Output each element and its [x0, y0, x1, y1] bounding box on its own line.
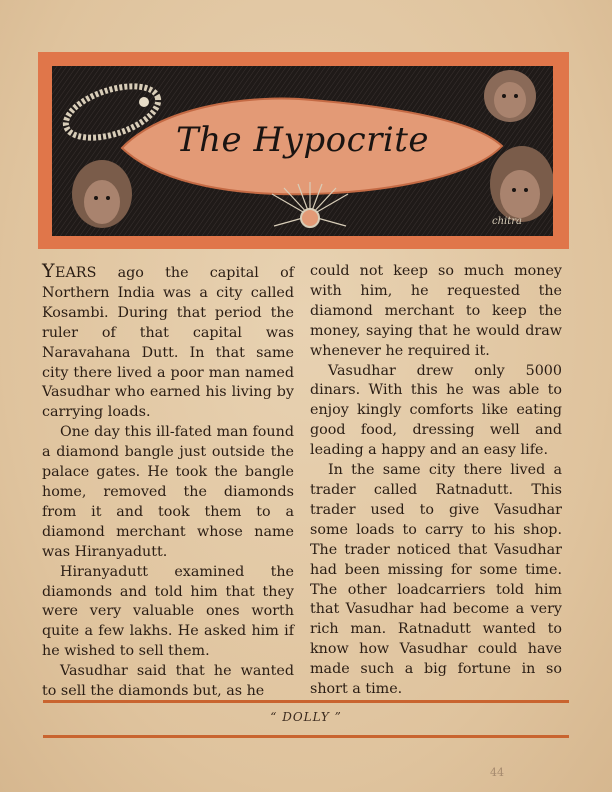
paragraph: In the same city there lived a trader called Ratnadutt. This trader used to give Vasudhar some loads to carry to his shop. The trader noticed that Vasudhar had been missing for some time. The other loadcarriers told him that Vasudhar had become a very rich man. Ratnadutt wanted to know how Vasudhar could have made such a big fortune in so short a time.: [310, 462, 562, 698]
story-columns: [42, 260, 572, 700]
story-title: The Hypocrite: [175, 120, 430, 160]
right-column: [310, 262, 562, 700]
title-banner: [38, 52, 569, 249]
paragraph: Vasudhar said that he wanted to sell the diamonds but, as he: [42, 663, 294, 700]
face-bottom-left-icon: [72, 160, 132, 228]
left-column: [42, 262, 294, 702]
page-number: 44: [490, 766, 504, 779]
footer-rule-bottom: [43, 735, 569, 738]
paragraph: Hiranyadutt examined the diamonds and told him that they were very valuable ones worth quite a few lakhs. He asked him if he wished to sell them.: [42, 563, 294, 660]
paragraph: could not keep so much money with him, he requested the diamond merchant to keep the money, saying that he would draw whenever he required it.: [310, 263, 562, 359]
paragraph: One day this ill-fated man found a diamond bangle just outside the palace gates. He took the bangle home, removed the diamonds from it and took them to a diamond merchant whose name was Hiranyadutt.: [42, 424, 294, 560]
paragraph: YEARS ago the capital of Northern India was a city called Kosambi. During that period the ruler of that capital was Naravahana Dutt. In that same city there lived a poor man named Vasudhar who earned his living by carrying loads.: [42, 260, 294, 421]
artist-signature: chitra: [492, 216, 522, 227]
paragraph: Vasudhar drew only 5000 dinars. With this he was able to enjoy kingly comforts like eating good food, dressing well and leading a happy and an easy life.: [310, 362, 562, 459]
drop-cap: Y: [42, 260, 56, 282]
banner-illustration: [52, 66, 553, 236]
footer-label: “ DOLLY ”: [270, 710, 342, 724]
footer-rule-top: [43, 700, 569, 703]
face-top-right-icon: [484, 70, 536, 122]
